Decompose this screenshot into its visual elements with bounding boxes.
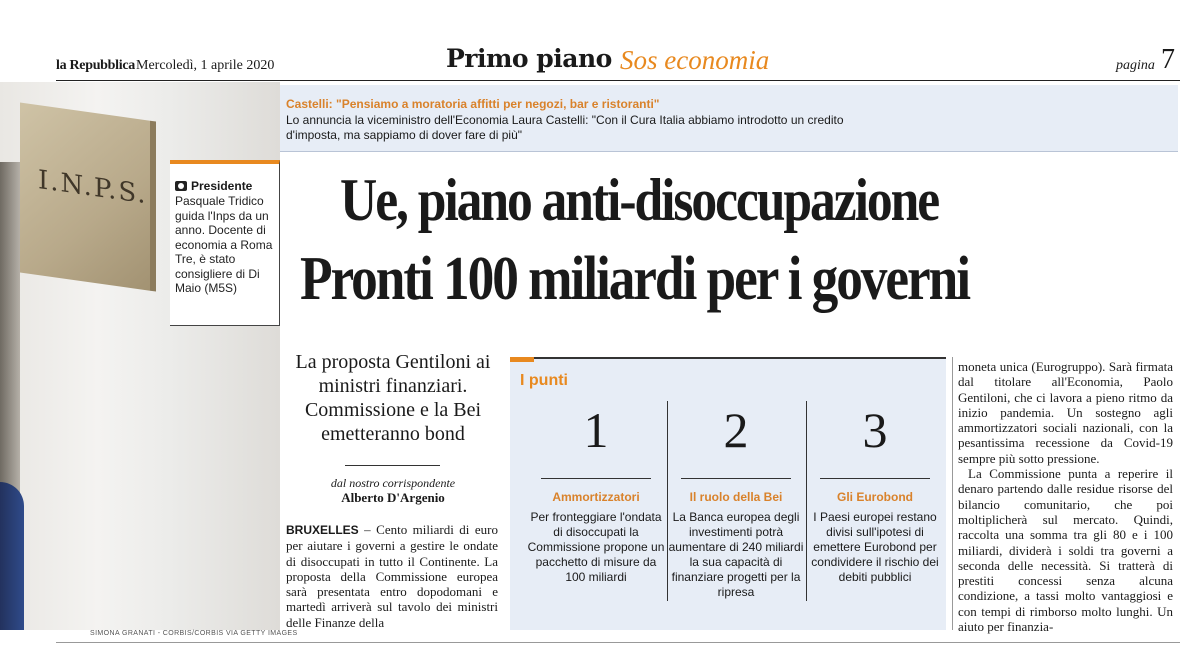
body-paragraph: moneta unica (Eurogruppo). Sarà firmata dal titolare all'Economia, Paolo Gentiloni, che ci lavora a pieno ritmo da inizio pandemia. Un sostegno agli ammortizzatori sociali nazionali, con la pesantissima recessione da Covid-19 sempre più sotto pressione. [958, 359, 1173, 466]
caption-heading-text: Presidente [191, 179, 253, 193]
byline-author: Alberto D'Argenio [341, 490, 445, 505]
article-body-left [286, 522, 498, 630]
sidebar-box-text: Lo annuncia la viceministro dell'Economia Laura Castelli: "Con il Cura Italia abbiamo introdotto un credito d'imposta, ma sappiamo di dover fare di più" [286, 113, 844, 142]
page-label: pagina [1116, 58, 1155, 73]
point-divider [681, 478, 791, 479]
point-title: Ammortizzatori [552, 490, 640, 504]
section-title: Primo piano [446, 44, 612, 73]
point-title: Il ruolo della Bei [689, 490, 783, 504]
issue-date: Mercoledì, 1 aprile 2020 [136, 58, 275, 73]
point-column-2 [667, 399, 805, 600]
point-body: I Paesi europei restano divisi sull'ipotesi di emettere Eurobond per condividere il rischio dei debiti pubblici [811, 510, 939, 584]
headline-line-1: Ue, piano anti-disoccupazione [340, 167, 939, 233]
subhead-divider [345, 465, 440, 466]
byline-intro: dal nostro corrispondente [330, 476, 456, 490]
point-title: Gli Eurobond [837, 490, 913, 504]
point-divider [541, 478, 651, 479]
article-body-right [958, 359, 1173, 634]
plaque-text: I.N.P.S. [38, 164, 148, 211]
point-column-3 [806, 399, 944, 585]
sidebar-box-title: Castelli: "Pensiamo a moratoria affitti per negozi, bar e ristoranti" [286, 97, 660, 111]
body-text-left: – Cento miliardi di euro per aiutare i governi a gestire le ondate di disoccupati in tutto il Continente. La proposta della Commissione europea sarà presentata entro dopodomani e martedì arriverà sul tavolo dei ministri delle Finanze della [286, 522, 498, 630]
key-points-box [510, 357, 946, 630]
sidebar-box-castelli [280, 85, 1178, 152]
point-body: La Banca europea degli investimenti potrà aumentare di 240 miliardi la sua capacità di finanziare progetti per la ripresa [668, 510, 804, 599]
page-number: 7 [1161, 44, 1175, 75]
point-body: Per fronteggiare l'ondata di disoccupati la Commissione propone un pacchetto di misure da 100 miliardi [527, 510, 665, 584]
points-accent-bar [510, 357, 534, 362]
article-subhead: La proposta Gentiloni ai ministri finanziari. Commissione e la Bei emetteranno bond [295, 351, 491, 445]
point-divider [820, 478, 930, 479]
headline-line-2: Pronti 100 miliardi per i governi [300, 245, 969, 313]
caption-text: Pasquale Tridico guida l'Inps da un anno. Docente di economia a Roma Tre, è stato consigliere di Di Maio (M5S) [175, 194, 273, 295]
inps-plaque [20, 102, 156, 291]
photo-credit: SIMONA GRANATI - CORBIS/CORBIS VIA GETTY IMAGES [90, 630, 298, 637]
photo-caption [170, 160, 280, 326]
dateline: BRUXELLES [286, 523, 359, 537]
footer-divider [56, 642, 1180, 643]
point-number: 3 [862, 402, 888, 458]
body-paragraph: La Commissione punta a reperire il denaro partendo dalle residue risorse del bilancio comunitario, che poi moltiplicherà sul mercato. Quindi, raccolta una somma tra gli 80 e i 100 miliardi, dividerà i soldi tra governi a seconda delle necessità. Si tratterà di prestiti concessi senza alcuna condizione, a tassi molto vantaggiosi e con tempi di rimborso molto lunghi. Un aiuto per finanzia- [958, 466, 1173, 635]
header-divider [56, 80, 1180, 81]
point-number: 1 [583, 402, 609, 458]
point-column-1 [527, 399, 665, 585]
points-title: I punti [520, 372, 568, 389]
camera-icon [175, 181, 187, 191]
photo-figure [0, 482, 24, 630]
caption-heading [175, 179, 275, 193]
column-divider [952, 357, 953, 630]
point-number: 2 [723, 402, 749, 458]
section-subtitle: Sos economia [620, 45, 770, 75]
newspaper-logo: la Repubblica [56, 58, 135, 73]
